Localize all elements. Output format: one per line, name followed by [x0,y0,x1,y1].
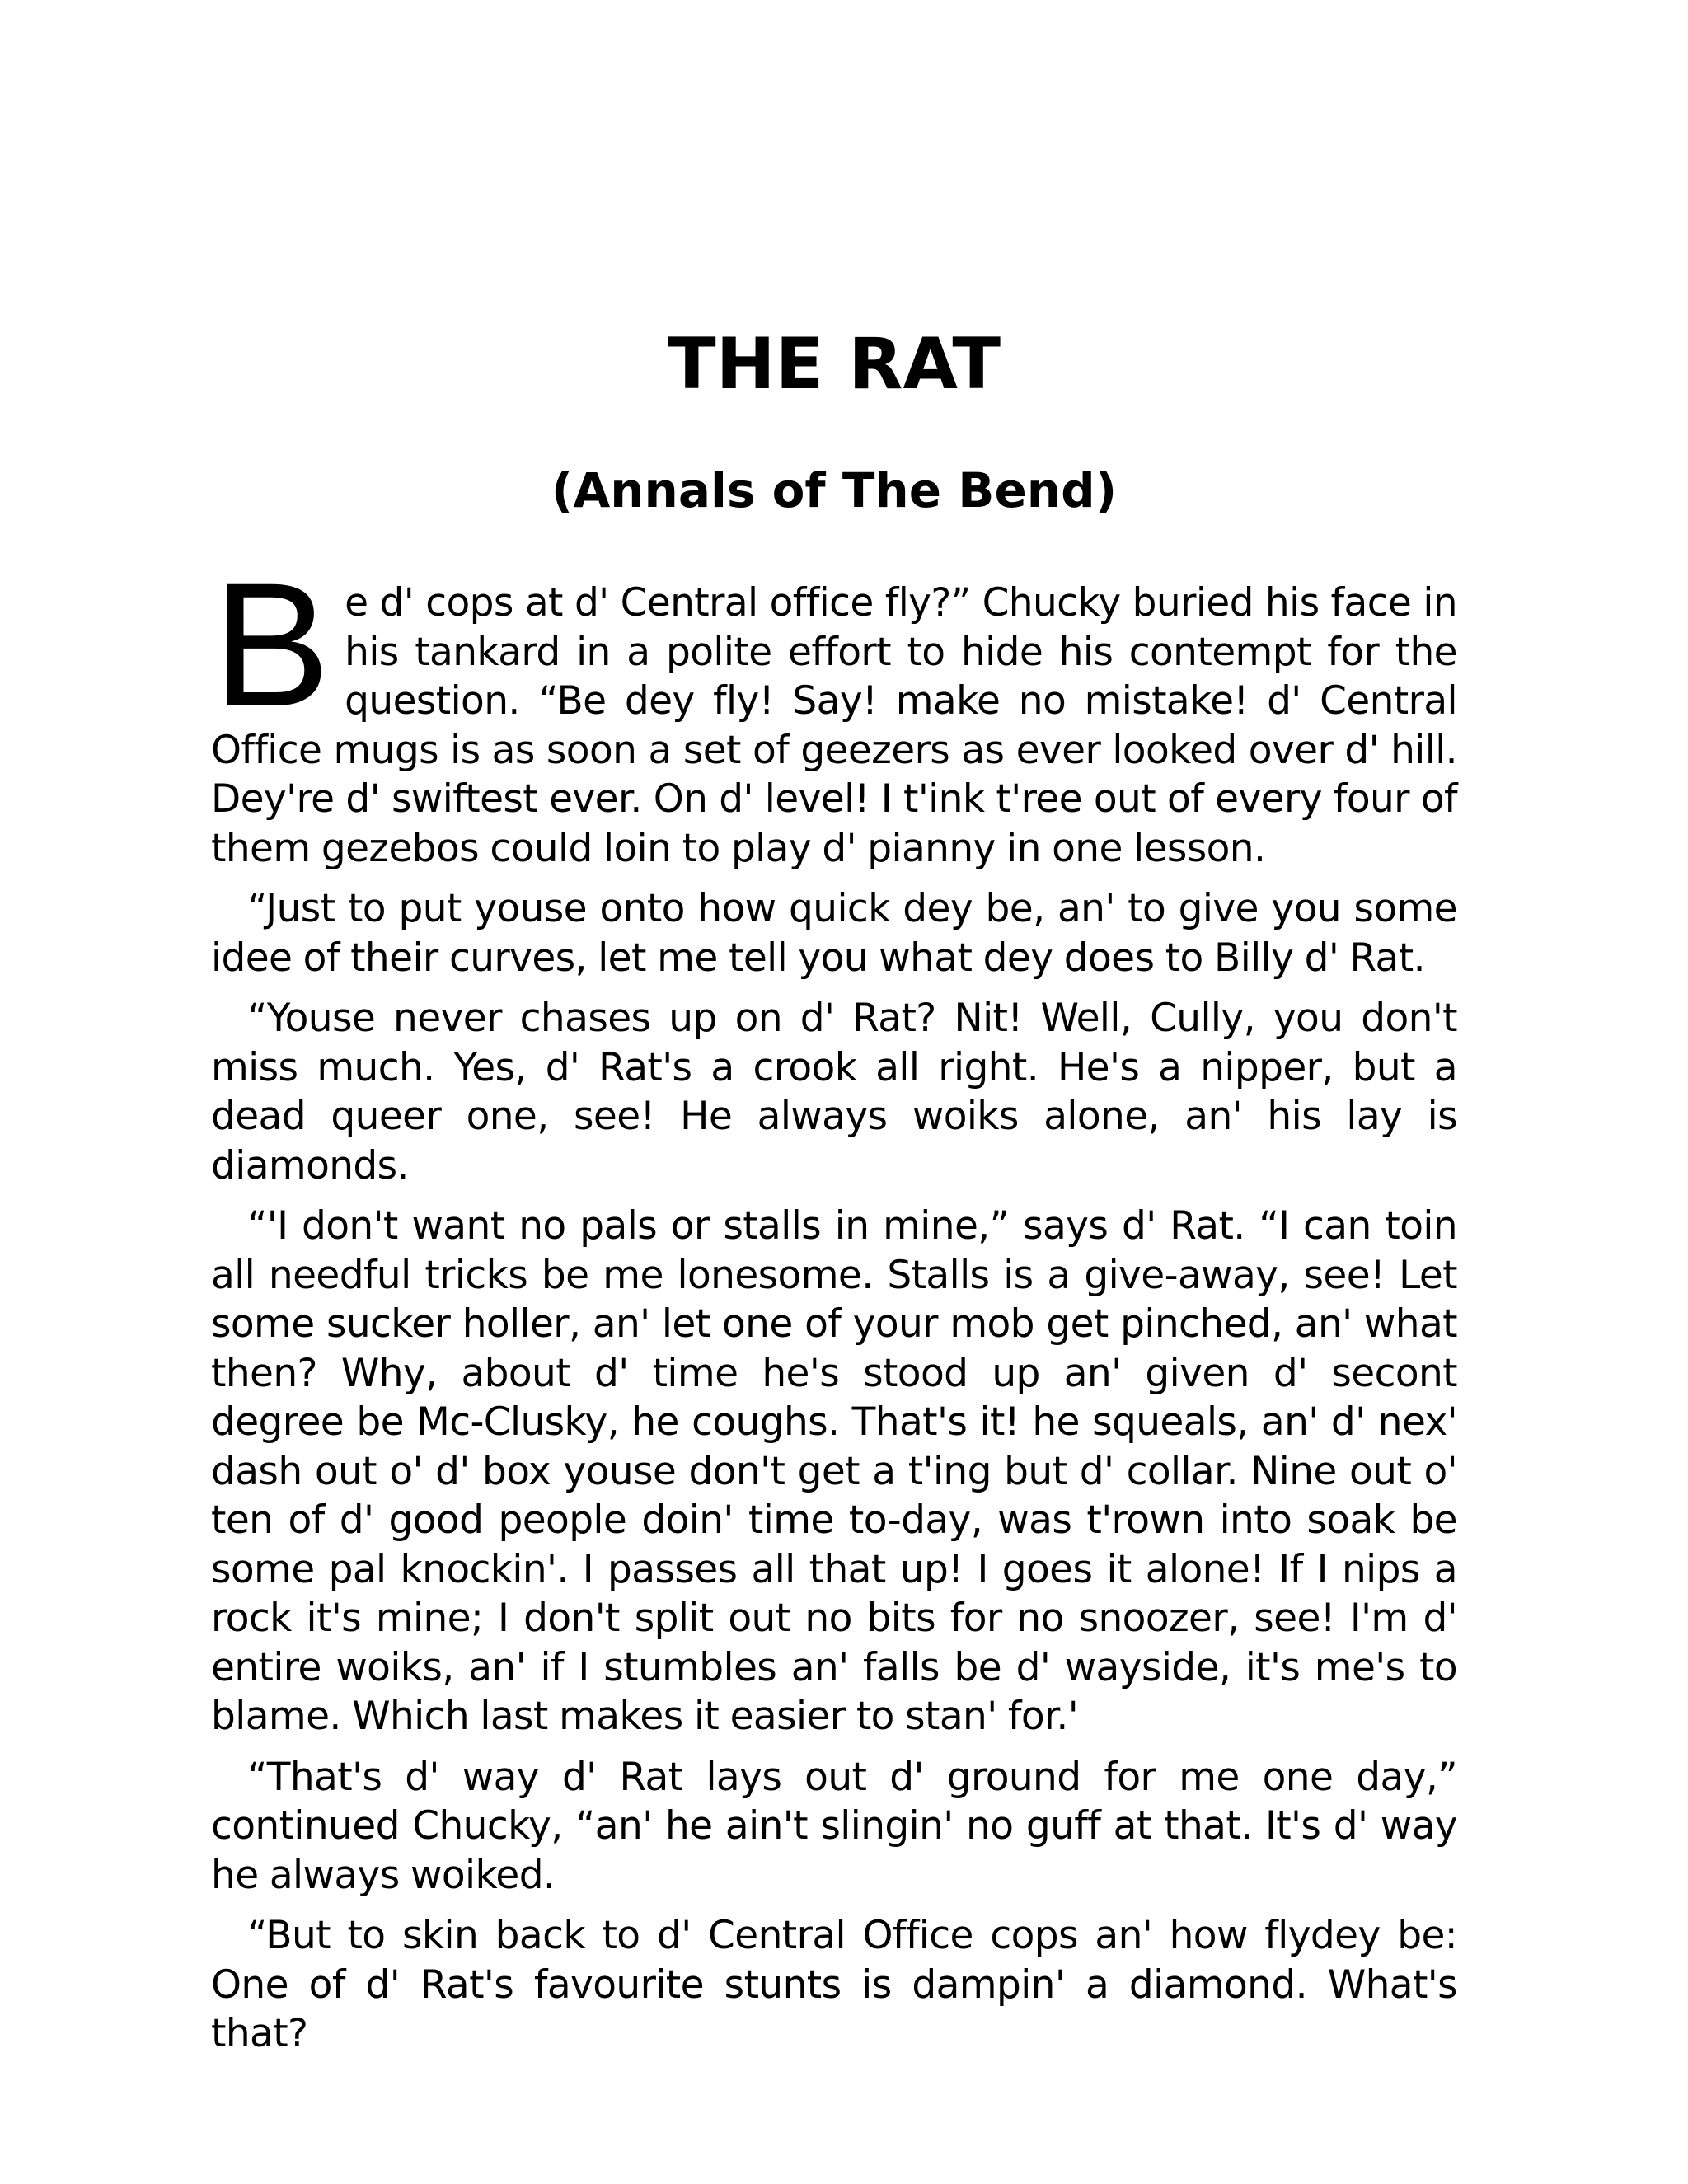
paragraph-2: “Just to put youse onto how quick dey be, an' to give you some idee of their curves, let me tell you what dey does to Billy d' Rat. [211,886,1457,981]
paragraph-6: “But to skin back to d' Central Office cops an' how flydey be: One of d' Rat's favourite stunts is dampin' a diamond. What's that? [211,1913,1457,2056]
chapter-body [211,546,1457,2070]
paragraph-4: “'I don't want no pals or stalls in mine,” says d' Rat. “I can toin all needful tricks be me lonesome. Stalls is a give-away, see! Let some sucker holler, an' let one of your mob get pinched, an' what then? Why, about d' time he's stood up an' given d' secont degree be Mc-Clusky, he coughs. That's it! he squeals, an' d' nex' dash out o' d' box youse don't get a t'ing but d' collar. Nine out o' ten of d' good people doin' time to-day, was t'rown into soak be some pal knockin'. I passes all that up! I goes it alone! If I nips a rock it's mine; I don't split out no bits for no snoozer, see! I'm d' entire woiks, an' if I stumbles an' falls be d' wayside, it's me's to blame. Which last makes it easier to stan' for.' [211,1203,1457,1739]
chapter-title: THE RAT [667,323,1001,405]
paragraph-1 [211,546,1457,873]
paragraph-1-text: e d' cops at d' Central office fly?” Chucky buried his face in his tankard in a polite effort to hide his contempt for the question. “Be dey fly! Say! make no mistake! d' Central Office mugs is as soon a set of geezers as ever looked over d' hill. Dey're d' swiftest ever. On d' level! I t'ink t'ree out of every four of them gezebos could loin to play d' pianny in one lesson. [211,580,1457,871]
paragraph-5: “That's d' way d' Rat lays out d' ground for me one day,” continued Chucky, “an' he ain't slingin' no guff at that. It's d' way he always woiked. [211,1754,1457,1898]
document-page [211,0,1457,2184]
paragraph-3: “Youse never chases up on d' Rat? Nit! Well, Cully, you don't miss much. Yes, d' Rat's a crook all right. He's a nipper, but a dead queer one, see! He always woiks alone, an' his lay is diamonds. [211,996,1457,1188]
chapter-subtitle: (Annals of The Bend) [551,462,1118,518]
drop-cap: B [213,546,331,743]
